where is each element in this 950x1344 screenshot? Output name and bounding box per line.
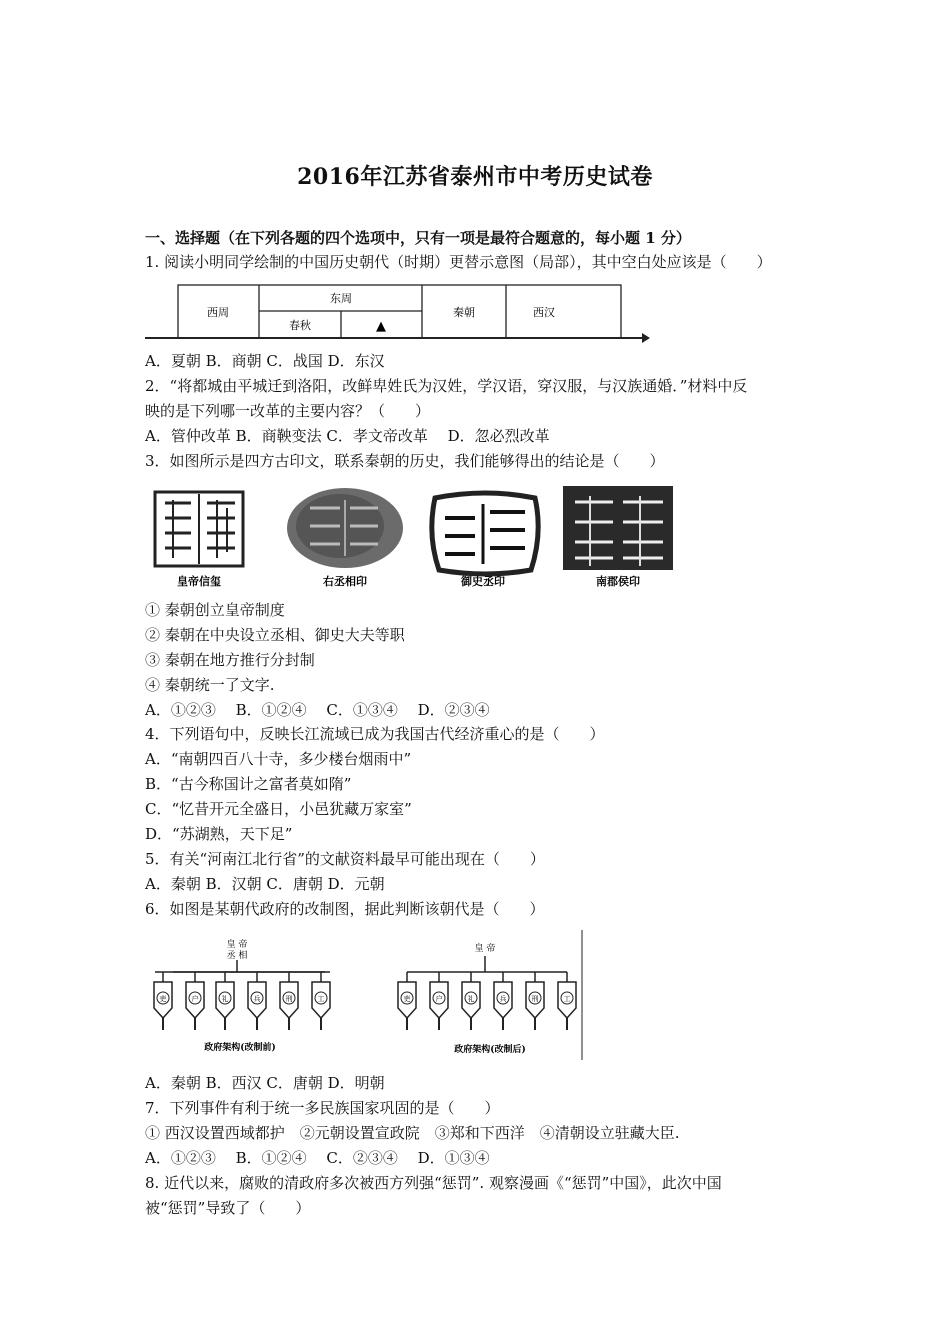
- q3-options: A．①②③ B．①②④ C．①③④ D．②③④: [145, 701, 490, 719]
- timeline-qin: 秦朝: [453, 306, 475, 319]
- before-board-6: 工: [317, 995, 325, 1003]
- q4-option-d: D．“苏湖熟，天下足”: [145, 825, 293, 843]
- after-board-5: 刑: [531, 995, 539, 1003]
- seal-2-caption: 右丞相印: [323, 575, 367, 588]
- q2-options: A．管仲改革 B．商鞅变法 C．孝文帝改革 D．忽必烈改革: [145, 427, 550, 445]
- section-heading: 一、选择题（在下列各题的四个选项中，只有一项是最符合题意的，每小题 1 分）: [145, 229, 691, 247]
- q3-statement-4: ④ 秦朝统一了文字.: [145, 676, 275, 694]
- before-board-1: 吏: [159, 995, 167, 1003]
- q3-statement-3: ③ 秦朝在地方推行分封制: [145, 651, 315, 669]
- q1-options: A．夏朝 B．商朝 C．战国 D．东汉: [145, 352, 385, 370]
- timeline-chunqiu: 春秋: [289, 319, 311, 332]
- seal-4-caption: 南郡侯印: [596, 575, 640, 588]
- before-board-5: 刑: [285, 995, 293, 1003]
- q4-option-c: C．“忆昔开元全盛日，小邑犹藏万家室”: [145, 800, 412, 818]
- seal-3-caption: 御史丞印: [461, 575, 505, 588]
- q2-stem-line1: 2．“将都城由平城迁到洛阳，改鲜卑姓氏为汉姓，学汉语，穿汉服，与汉族通婚．”材料中反: [145, 377, 748, 395]
- q4-option-b: B．“古今称国计之富者莫如隋”: [145, 775, 352, 793]
- after-board-6: 工: [563, 995, 571, 1003]
- seal-1-caption: 皇帝信玺: [177, 575, 221, 588]
- page-title: 2016年江苏省泰州市中考历史试卷: [297, 164, 653, 190]
- q3-statement-2: ② 秦朝在中央设立丞相、御史大夫等职: [145, 626, 405, 644]
- q8-stem-line1: 8. 近代以来，腐败的清政府多次被西方列强“惩罚”. 观察漫画《“惩罚”中国》，此次中国: [145, 1174, 722, 1192]
- seal-3-image: [432, 493, 538, 574]
- after-boards: [398, 982, 576, 1030]
- q6-stem: 6．如图是某朝代政府的改制图，据此判断该朝代是（ ）: [145, 900, 545, 918]
- after-board-3: 礼: [467, 995, 475, 1003]
- before-board-2: 户: [191, 995, 199, 1003]
- q3-stem: 3．如图所示是四方古印文，联系秦朝的历史，我们能够得出的结论是（ ）: [145, 452, 665, 470]
- q5-stem: 5．有关“河南江北行省”的文献资料最早可能出现在（ ）: [145, 850, 545, 868]
- seal-4-image: [563, 486, 673, 570]
- after-board-2: 户: [435, 995, 443, 1003]
- before-boards: [154, 982, 330, 1030]
- after-top-emperor: 皇 帝: [474, 944, 496, 954]
- timeline-blank-marker: ▲: [376, 319, 386, 334]
- q8-stem-line2: 被“惩罚”导致了（ ）: [145, 1199, 311, 1217]
- after-board-4: 兵: [499, 995, 507, 1003]
- seal-2-image: [287, 488, 403, 568]
- q7-options: A．①②③ B．①②④ C．②③④ D．①③④: [145, 1149, 490, 1167]
- timeline-xizhou: 西周: [207, 306, 229, 319]
- q1-timeline-figure: [145, 282, 650, 344]
- q1-stem: 1. 阅读小明同学绘制的中国历史朝代（时期）更替示意图（局部），其中空白处应该是（ ）: [145, 253, 772, 271]
- q4-option-a: A．“南朝四百八十寺，多少楼台烟雨中”: [145, 750, 412, 768]
- after-board-1: 吏: [403, 995, 411, 1003]
- timeline-xihan: 西汉: [533, 306, 555, 319]
- seal-1-image: [155, 492, 243, 566]
- q3-seals-figure: [145, 478, 685, 596]
- before-board-3: 礼: [221, 995, 229, 1003]
- q4-stem: 4．下列语句中，反映长江流域已成为我国古代经济重心的是（ ）: [145, 725, 605, 743]
- q3-statement-1: ① 秦朝创立皇帝制度: [145, 601, 285, 619]
- after-caption: 政府架构(改制后): [454, 1045, 526, 1055]
- q7-items: ① 西汉设置西域都护 ②元朝设置宣政院 ③郑和下西洋 ④清朝设立驻藏大臣.: [145, 1124, 680, 1142]
- before-caption: 政府架构(改制前): [204, 1043, 276, 1053]
- q6-government-structure-figure: [145, 930, 585, 1062]
- before-board-4: 兵: [253, 995, 261, 1003]
- q2-stem-line2: 映的是下列哪一改革的主要内容？（ ）: [145, 402, 431, 420]
- before-top-chancellor: 丞 相: [226, 951, 248, 961]
- q7-stem: 7．下列事件有利于统一多民族国家巩固的是（ ）: [145, 1099, 500, 1117]
- q6-options: A．秦朝 B．西汉 C．唐朝 D．明朝: [145, 1074, 385, 1092]
- q5-options: A．秦朝 B．汉朝 C．唐朝 D．元朝: [145, 875, 385, 893]
- before-top-emperor: 皇 帝: [226, 940, 248, 950]
- timeline-dongzhou: 东周: [330, 292, 352, 305]
